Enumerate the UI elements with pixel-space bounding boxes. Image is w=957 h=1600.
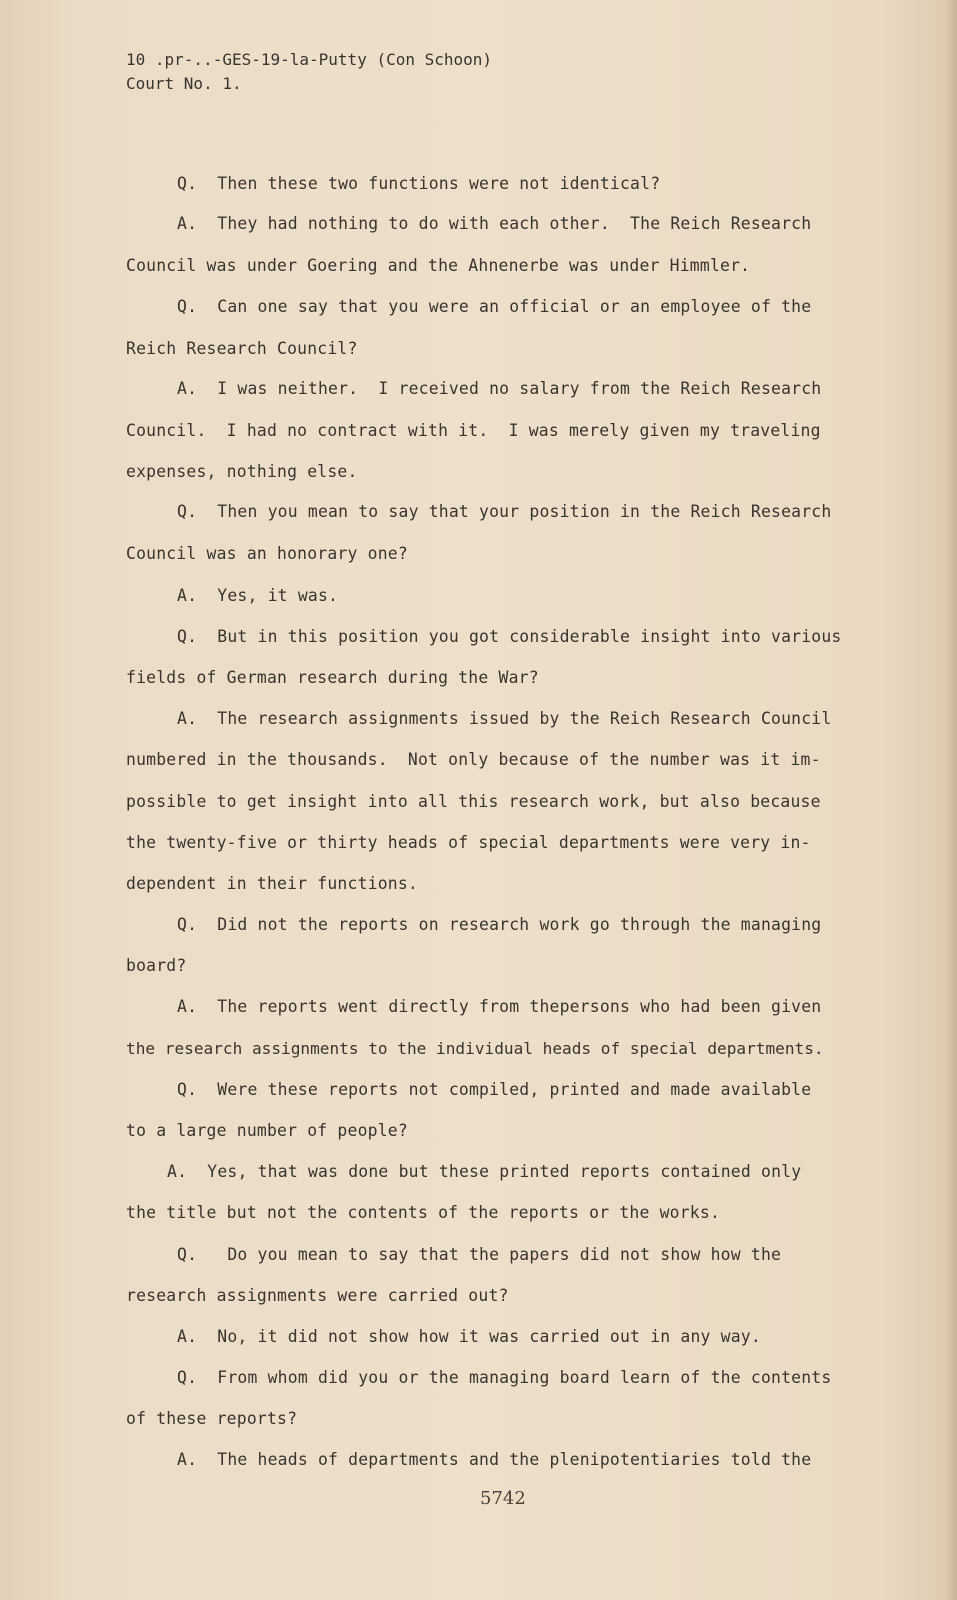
transcript-line: Q. Do you mean to say that the papers did not show how the — [177, 1245, 782, 1264]
transcript-line: A. Yes, that was done but these printed reports contained only — [167, 1162, 802, 1181]
transcript-line: board? — [126, 956, 187, 975]
header-case-line: 10 .pr-..-GES-19-la-Putty (Con Schoon) — [126, 50, 493, 69]
transcript-line: Council was an honorary one? — [126, 544, 408, 563]
transcript-line: Council. I had no contract with it. I was merely given my traveling — [126, 421, 821, 440]
header-court-line: Court No. 1. — [126, 74, 242, 93]
transcript-line: A. I was neither. I received no salary from the Reich Research — [177, 379, 822, 398]
transcript-line: the research assignments to the individual heads of special departments. — [126, 1039, 824, 1058]
transcript-line: Council was under Goering and the Ahnenerbe was under Himmler. — [126, 256, 751, 275]
transcript-line: dependent in their functions. — [126, 874, 418, 893]
transcript-line: to a large number of people? — [126, 1121, 408, 1140]
transcript-line: of these reports? — [126, 1409, 298, 1428]
transcript-line: A. The research assignments issued by the Reich Research Council — [177, 709, 832, 728]
transcript-line: research assignments were carried out? — [126, 1286, 509, 1305]
page-number: 5742 — [480, 1488, 526, 1509]
transcript-line: fields of German research during the War? — [126, 668, 539, 687]
transcript-line: Q. But in this position you got considerable insight into various — [177, 627, 842, 646]
document-header — [126, 48, 492, 96]
transcript-line: numbered in the thousands. Not only because of the number was it im- — [126, 750, 821, 769]
transcript-line: Q. Then these two functions were not identical? — [177, 174, 661, 193]
transcript-line: expenses, nothing else. — [126, 462, 358, 481]
transcript-line: Reich Research Council? — [126, 339, 358, 358]
transcript-line: Q. Then you mean to say that your position in the Reich Research — [177, 502, 832, 521]
page-edge-shadow — [943, 0, 957, 1600]
transcript-line: Q. Can one say that you were an official or an employee of the — [177, 297, 812, 316]
transcript-line: Q. Were these reports not compiled, printed and made available — [177, 1080, 812, 1099]
transcript-line: A. They had nothing to do with each other. The Reich Research — [177, 214, 812, 233]
transcript-line: the twenty-five or thirty heads of special departments were very in- — [126, 833, 811, 852]
transcript-line: A. Yes, it was. — [177, 586, 339, 605]
transcript-line: A. The reports went directly from thepersons who had been given — [177, 997, 822, 1016]
transcript-line: Q. From whom did you or the managing board learn of the contents — [177, 1368, 832, 1387]
transcript-line: Q. Did not the reports on research work go through the managing — [177, 915, 822, 934]
transcript-line: A. No, it did not show how it was carried out in any way. — [177, 1327, 761, 1346]
transcript-line: the title but not the contents of the reports or the works. — [126, 1203, 721, 1222]
transcript-line: A. The heads of departments and the plenipotentiaries told the — [177, 1450, 812, 1469]
transcript-line: possible to get insight into all this research work, but also because — [126, 792, 821, 811]
